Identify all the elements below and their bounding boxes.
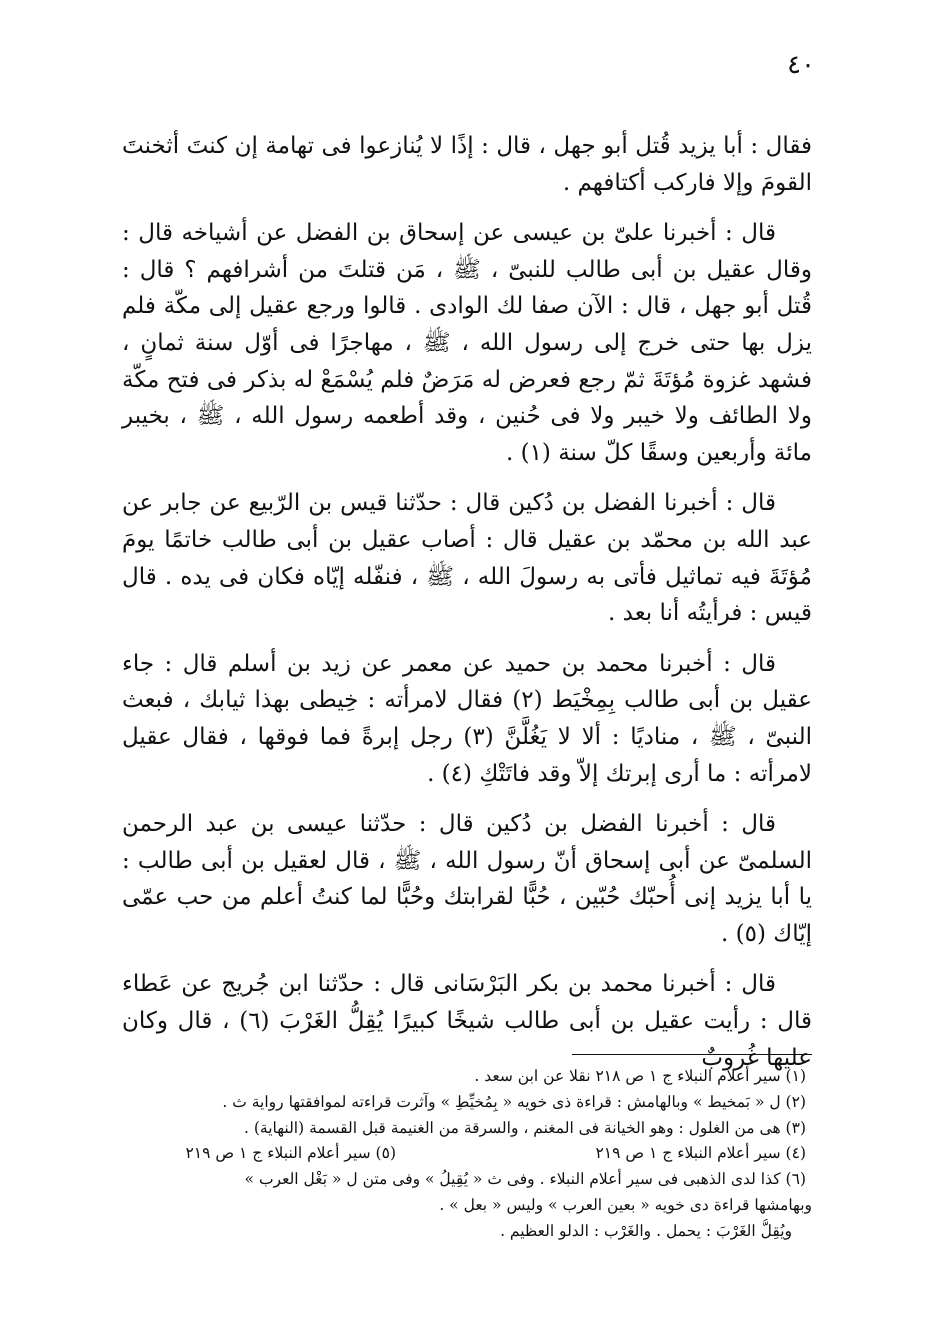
page-number: ٤٠ (787, 50, 815, 80)
footnote-divider (572, 1054, 812, 1055)
paragraph-1: فقال : أبا يزيد قُتل أبو جهل ، قال : إذًا لا يُنازعوا فى تهامة إن كنتَ أثخنتَ القومَ وإلا فاركب أكتافهم . (122, 133, 812, 196)
paragraph-3: قال : أخبرنا الفضل بن دُكين قال : حدّثنا قيس بن الرّبيع عن جابر عن عبد الله بن محمّد بن عقيل قال : أصاب عقيل بن أبى طالب خاتمًا يومَ مُؤتَةَ فيه تماثيل فأتى به رسولَ الله ، ﷺ ، فنفّله إيّاه فكان فى يده . قال قيس : فرأيتُه أنا بعد . (122, 490, 812, 627)
footnote-5: (٥) سير أعلام النبلاء ج ١ ص ٢١٩ (185, 1144, 396, 1163)
paragraph-2: قال : أخبرنا علىّ بن عيسى عن إسحاق بن الفضل عن أشياخه قال : وقال عقيل بن أبى طالب للنبىّ ، ﷺ ، مَن قتلتَ من أشرافهم ؟ قال : قُتل أبو جهل ، قال : الآن صفا لك الوادى . قالوا ورجع عقيل إلى مكّة فلم يزل بها حتى خرج إلى رسول الله ، ﷺ ، مهاجرًا فى أوّل سنة ثمانٍ ، فشهد غزوة مُؤتَةَ ثمّ رجع فعرض له مَرَضٌ فلم يُسْمَعْ له بذكر فى فتح مكّة ولا الطائف ولا خيبر ولا فى حُنين ، وقد أطعمه رسول الله ، ﷺ ، بخيبر مائة وأربعين وسقًا كلّ سنة (١) . (122, 220, 812, 466)
paragraph-6: قال : أخبرنا محمد بن بكر البَرْسَانى قال : حدّثنا ابن جُريج عن عَطاء قال : رأيت عقيل بن أبى طالب شيخًا كبيرًا يُقِلُّ الغَرْبَ (٦) ، قال وكان عليها غُروبٌ (122, 971, 812, 1071)
footnote-6-gloss: ويُقِلُّ الغَرْبَ : يحمل . والغَرْب : الدلو العظيم . (500, 1221, 792, 1240)
footnote-6: (٦) كذا لدى الذهبى فى سير أعلام النبلاء . وفى ث « يُقِيلُ » وفى متن ل « بَغْل العرب » (244, 1170, 806, 1189)
footnote-3: (٣) هى من الغلول : وهو الخيانة فى المغنم ، والسرقة من الغنيمة قبل القسمة (النهاية) . (244, 1118, 806, 1137)
footnote-2: (٢) ل « بَمخيط » وبالهامش : قراءة ذى خويه « بِمُخيِّطِ » وآثرت قراءته لموافقتها رواية ث . (222, 1092, 806, 1111)
paragraph-4: قال : أخبرنا محمد بن حميد عن معمر عن زيد بن أسلم قال : جاء عقيل بن أبى طالب بِمِخْيَط (٢) فقال لامرأته : خِيطى بهذا ثيابك ، فبعث النبىّ ، ﷺ ، مناديًا : ألا لا يَغُلَّنَّ (٣) رجل إبرةً فما فوقها ، فقال عقيل لامرأته : ما أرى إبرتك إلاّ وقد فاتَتْكِ (٤) . (122, 650, 813, 787)
paragraph-5: قال : أخبرنا الفضل بن دُكين قال : حدّثنا عيسى بن عبد الرحمن السلمىّ عن أبى إسحاق أنّ رسول الله ، ﷺ ، قال لعقيل بن أبى طالب : يا أبا يزيد إنى أُحبّك حُبّين ، حُبًّا لقرابتك وحُبًّا لما كنتُ أعلم من حب عمّى إيّاك (٥) . (122, 811, 812, 947)
footnote-6-continued: وبهامشها قراءة دى خويه « بعين العرب » وليس « بعل » . (439, 1195, 812, 1214)
footnote-1: (١) سير أعلام النبلاء ج ١ ص ٢١٨ نقلا عن ابن سعد . (474, 1067, 806, 1085)
footnote-row-4-5 (122, 1141, 812, 1167)
main-text (122, 128, 812, 1090)
footnote-4: (٤) سير أعلام النبلاء ج ١ ص ٢١٩ (595, 1144, 806, 1163)
footnotes (122, 1064, 812, 1245)
